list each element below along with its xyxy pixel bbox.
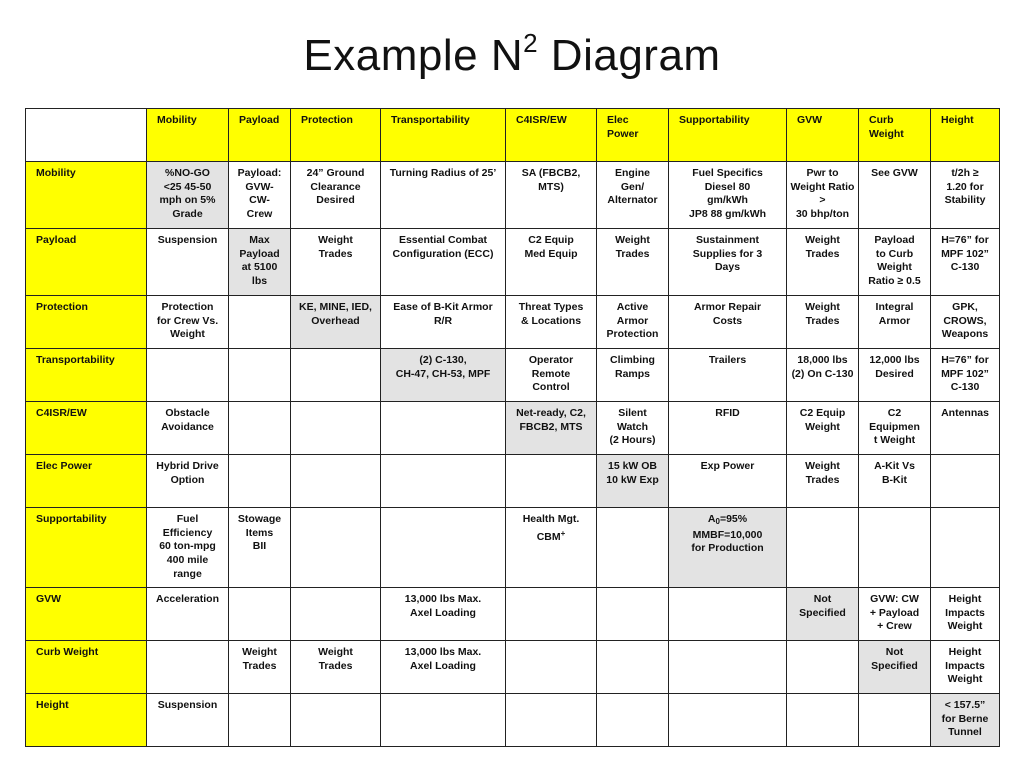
interface-cell [506,694,597,747]
interface-cell [787,694,859,747]
interface-cell: Threat Types & Locations [506,296,597,349]
interface-cell [506,641,597,694]
interface-cell: 13,000 lbs Max. Axel Loading [381,588,506,641]
interface-cell: H=76” for MPF 102” C-130 [931,349,1000,402]
interface-cell: Weight Trades [787,229,859,296]
interface-cell: Ease of B-Kit Armor R/R [381,296,506,349]
diagonal-cell: Not Specified [859,641,931,694]
interface-cell [291,349,381,402]
interface-cell [597,508,669,588]
row-header: Curb Weight [26,641,147,694]
interface-cell [787,641,859,694]
diagonal-cell: (2) C-130, CH-47, CH-53, MPF [381,349,506,402]
interface-cell: Armor Repair Costs [669,296,787,349]
interface-cell: Sustainment Supplies for 3 Days [669,229,787,296]
interface-cell: See GVW [859,162,931,229]
interface-cell: 24” Ground Clearance Desired [291,162,381,229]
interface-cell [229,588,291,641]
column-header: Height [931,109,1000,162]
corner-cell [26,109,147,162]
interface-cell [229,349,291,402]
table-row [26,402,1000,455]
row-header: Supportability [26,508,147,588]
row-header: Height [26,694,147,747]
interface-cell [381,508,506,588]
column-header: Supportability [669,109,787,162]
diagonal-cell: KE, MINE, IED, Overhead [291,296,381,349]
interface-cell [229,296,291,349]
n2-diagram-table [25,108,1000,747]
row-header: Protection [26,296,147,349]
interface-cell: C2 Equip Weight [787,402,859,455]
interface-cell: Weight Trades [291,229,381,296]
column-header: Transportability [381,109,506,162]
diagonal-cell: < 157.5” for Berne Tunnel [931,694,1000,747]
interface-cell: Integral Armor [859,296,931,349]
interface-cell: Height Impacts Weight [931,588,1000,641]
interface-cell [147,641,229,694]
column-header: Mobility [147,109,229,162]
column-header: Protection [291,109,381,162]
interface-cell: 13,000 lbs Max. Axel Loading [381,641,506,694]
table-row [26,296,1000,349]
interface-cell: Hybrid Drive Option [147,455,229,508]
diagonal-cell: 15 kW OB 10 kW Exp [597,455,669,508]
row-header: Elec Power [26,455,147,508]
interface-cell [381,455,506,508]
interface-cell: Weight Trades [787,455,859,508]
interface-cell: RFID [669,402,787,455]
interface-cell: Weight Trades [787,296,859,349]
interface-cell: 12,000 lbs Desired [859,349,931,402]
interface-cell [931,508,1000,588]
interface-cell [669,588,787,641]
table-row [26,588,1000,641]
interface-cell: t/2h ≥ 1.20 for Stability [931,162,1000,229]
interface-cell: Antennas [931,402,1000,455]
interface-cell [597,694,669,747]
interface-cell: GVW: CW + Payload + Crew [859,588,931,641]
interface-cell: Payload: GVW- CW- Crew [229,162,291,229]
interface-cell [147,349,229,402]
table-row [26,455,1000,508]
interface-cell: H=76” for MPF 102” C-130 [931,229,1000,296]
table-row [26,229,1000,296]
interface-cell: C2 Equip Med Equip [506,229,597,296]
interface-cell: Suspension [147,229,229,296]
interface-cell: Exp Power [669,455,787,508]
interface-cell: Operator Remote Control [506,349,597,402]
interface-cell [381,402,506,455]
interface-cell: Essential Combat Configuration (ECC) [381,229,506,296]
interface-cell [669,694,787,747]
interface-cell: Height Impacts Weight [931,641,1000,694]
interface-cell [291,694,381,747]
interface-cell [787,508,859,588]
table-row [26,694,1000,747]
row-header: C4ISR/EW [26,402,147,455]
interface-cell [291,508,381,588]
interface-cell: Weight Trades [229,641,291,694]
interface-cell [291,588,381,641]
interface-cell [669,641,787,694]
interface-cell: Active Armor Protection [597,296,669,349]
interface-cell: Weight Trades [597,229,669,296]
table-row [26,349,1000,402]
interface-cell: Fuel Efficiency 60 ton-mpg 400 mile range [147,508,229,588]
diagonal-cell: $A_0=95\%$ MMBF=10,000 for Production [669,508,787,588]
interface-cell: Trailers [669,349,787,402]
interface-cell: Silent Watch (2 Hours) [597,402,669,455]
interface-cell [506,588,597,641]
table-row [26,162,1000,229]
interface-cell: Protection for Crew Vs. Weight [147,296,229,349]
page-title: Example $N^2$ Diagram [303,28,721,80]
interface-cell [229,402,291,455]
diagonal-cell: Max Payload at 5100 lbs [229,229,291,296]
interface-cell: C2 Equipmen t Weight [859,402,931,455]
interface-cell: Engine Gen/ Alternator [597,162,669,229]
interface-cell: Health Mgt. CBM+ [506,508,597,588]
diagonal-cell: Net-ready, C2, FBCB2, MTS [506,402,597,455]
column-header: C4ISR/EW [506,109,597,162]
interface-cell: Acceleration [147,588,229,641]
row-header: Mobility [26,162,147,229]
column-header: GVW [787,109,859,162]
interface-cell [229,455,291,508]
interface-cell [291,402,381,455]
interface-cell: Weight Trades [291,641,381,694]
interface-cell: Payload to Curb Weight Ratio ≥ 0.5 [859,229,931,296]
row-header: Payload [26,229,147,296]
interface-cell: Obstacle Avoidance [147,402,229,455]
column-header: Payload [229,109,291,162]
row-header: Transportability [26,349,147,402]
interface-cell: A-Kit Vs B-Kit [859,455,931,508]
interface-cell [859,508,931,588]
interface-cell: SA (FBCB2, MTS) [506,162,597,229]
interface-cell: Pwr to Weight Ratio > 30 bhp/ton [787,162,859,229]
interface-cell: Fuel Specifics Diesel 80 gm/kWh JP8 88 gm/kWh [669,162,787,229]
interface-cell: Climbing Ramps [597,349,669,402]
table-row [26,508,1000,588]
interface-cell [506,455,597,508]
interface-cell: Suspension [147,694,229,747]
column-header: Elec Power [597,109,669,162]
diagonal-cell: Not Specified [787,588,859,641]
interface-cell: 18,000 lbs (2) On C-130 [787,349,859,402]
interface-cell: Stowage Items BII [229,508,291,588]
interface-cell [229,694,291,747]
column-header: Curb Weight [859,109,931,162]
interface-cell [291,455,381,508]
interface-cell [381,694,506,747]
interface-cell [597,588,669,641]
diagonal-cell: %NO-GO <25 45-50 mph on 5% Grade [147,162,229,229]
row-header: GVW [26,588,147,641]
interface-cell: Turning Radius of 25’ [381,162,506,229]
interface-cell [597,641,669,694]
interface-cell [859,694,931,747]
interface-cell: GPK, CROWS, Weapons [931,296,1000,349]
interface-cell [931,455,1000,508]
table-row [26,641,1000,694]
